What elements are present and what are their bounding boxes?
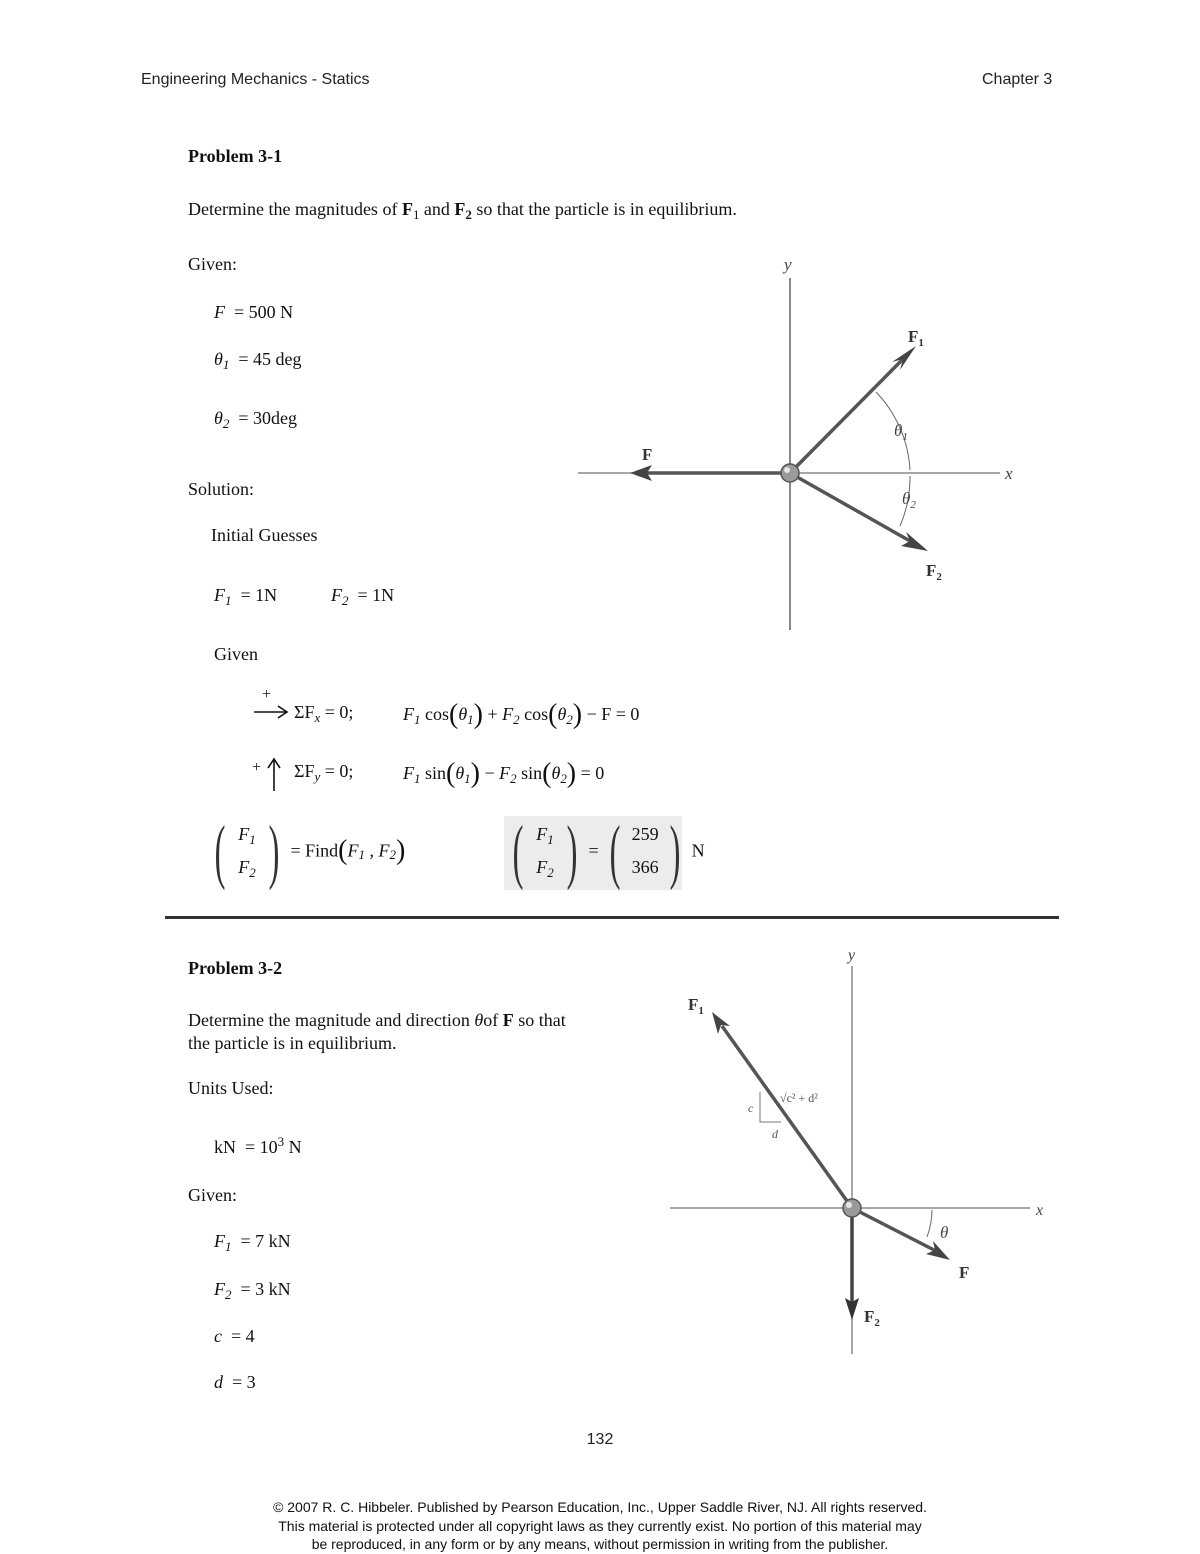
initial-guesses-label: Initial Guesses: [211, 525, 318, 545]
theta-label: θ: [940, 1223, 949, 1242]
result-unit: N: [691, 840, 705, 861]
F-arrowhead-icon: [926, 1241, 950, 1260]
F-arrow: [852, 1208, 936, 1251]
F1-arrow: [722, 1026, 852, 1208]
result-box: ( $F_1$ $F_2$ ) = ( 259 366 ) N: [504, 816, 682, 890]
find-statement: ( $F_1$ $F_2$ ) = $Find(F_1$ , $F_2$): [214, 811, 406, 891]
F2-arrow: [790, 473, 910, 541]
problem1-figure: [570, 250, 1030, 640]
F2-label: $F_2$: [926, 561, 942, 583]
header-left: Engineering Mechanics - Statics: [141, 71, 370, 88]
d-label: d: [772, 1127, 778, 1141]
F-label: F: [642, 445, 653, 464]
up-arrow-icon: [250, 756, 286, 792]
guess-F1: $F_1 = 1N$: [214, 585, 278, 608]
F1-label: $F_1$: [688, 995, 704, 1017]
eq2-lhs: $\Sigma F_y = 0$;: [294, 761, 354, 784]
problem1-given-label: Given:: [188, 254, 237, 274]
unit-definition: kN = $10^3$ N: [214, 1133, 302, 1157]
theta2-label: $\theta_2$: [902, 489, 916, 511]
solution-label: Solution:: [188, 479, 255, 499]
y-axis-label: y: [784, 255, 792, 274]
theta-arc: [927, 1210, 932, 1237]
y-axis-label: y: [848, 947, 856, 964]
given-theta1: $\theta_1 = 45$ deg: [214, 349, 302, 372]
result-F1: 259: [631, 824, 659, 844]
result-F2: 366: [631, 857, 659, 877]
eq1-rhs: $F_1$ $\cos(\theta_1) + F_2$ $\cos(\theta_2) - F = 0$: [403, 699, 640, 730]
guess-F2: $F_2 = 1N$: [331, 585, 395, 608]
p2-given-c: c = 4: [214, 1326, 255, 1346]
problem2-title: Problem 3-2: [188, 958, 283, 978]
given-block-label: Given: [214, 644, 258, 664]
F2-label: $F_2$: [864, 1307, 880, 1329]
given-F: F = 500 N: [214, 302, 294, 322]
F1-label: $F_1$: [908, 327, 924, 349]
up-arrow-sign: +: [250, 756, 286, 792]
copyright-line-2: This material is protected under all copyright laws as they currently exist. No portion of this material may: [278, 1518, 922, 1534]
problem2-figure: [660, 940, 1060, 1360]
copyright-line-1: © 2007 R. C. Hibbeler. Published by Pearson Education, Inc., Upper Saddle River, NJ. All rights reserved.: [273, 1499, 927, 1515]
right-arrow-sign: +: [252, 688, 292, 722]
F1-arrow: [790, 358, 904, 473]
particle: [781, 464, 799, 482]
x-axis-label: x: [1036, 1202, 1044, 1219]
problem1-title: Problem 3-1: [188, 146, 283, 166]
c-label: c: [748, 1101, 754, 1115]
problem1-statement: Determine the magnitudes of $F_1$ and $F_2$ so that the particle is in equilibrium.: [188, 199, 737, 222]
eq1-lhs: $\Sigma F_x = 0$;: [294, 702, 354, 725]
p2-given-d: d = 3: [214, 1372, 256, 1392]
section-divider: [165, 916, 1059, 919]
problem2-given-label: Given:: [188, 1185, 237, 1205]
hyp-label: √c² + d²: [780, 1091, 818, 1105]
copyright-line-3: be reproduced, in any form or by any means, without permission in writing from the publisher.: [311, 1536, 889, 1552]
problem2-statement-line2: the particle is in equilibrium.: [188, 1033, 397, 1053]
given-theta2: $\theta_2 = 30deg$: [214, 408, 297, 431]
F2-arrowhead-icon: [901, 532, 928, 551]
page-number: 132: [586, 1431, 614, 1448]
units-label: Units Used:: [188, 1078, 274, 1098]
F-label: F: [959, 1263, 970, 1282]
problem2-statement-line1: Determine the magnitude and direction θof F so that: [188, 1010, 566, 1030]
eq2-rhs: $F_1$ $\sin(\theta_1) - F_2$ $\sin(\theta_2) = 0$: [403, 758, 605, 789]
x-axis-label: x: [1005, 464, 1013, 483]
particle: [843, 1199, 861, 1217]
p2-given-F1: $F_1 = 7$ kN: [214, 1231, 291, 1254]
header-right: Chapter 3: [982, 71, 1053, 88]
right-arrow-icon: [252, 688, 292, 722]
theta1-label: $\theta_1$: [894, 421, 908, 443]
p2-given-F2: $F_2 = 3$ kN: [214, 1279, 291, 1302]
